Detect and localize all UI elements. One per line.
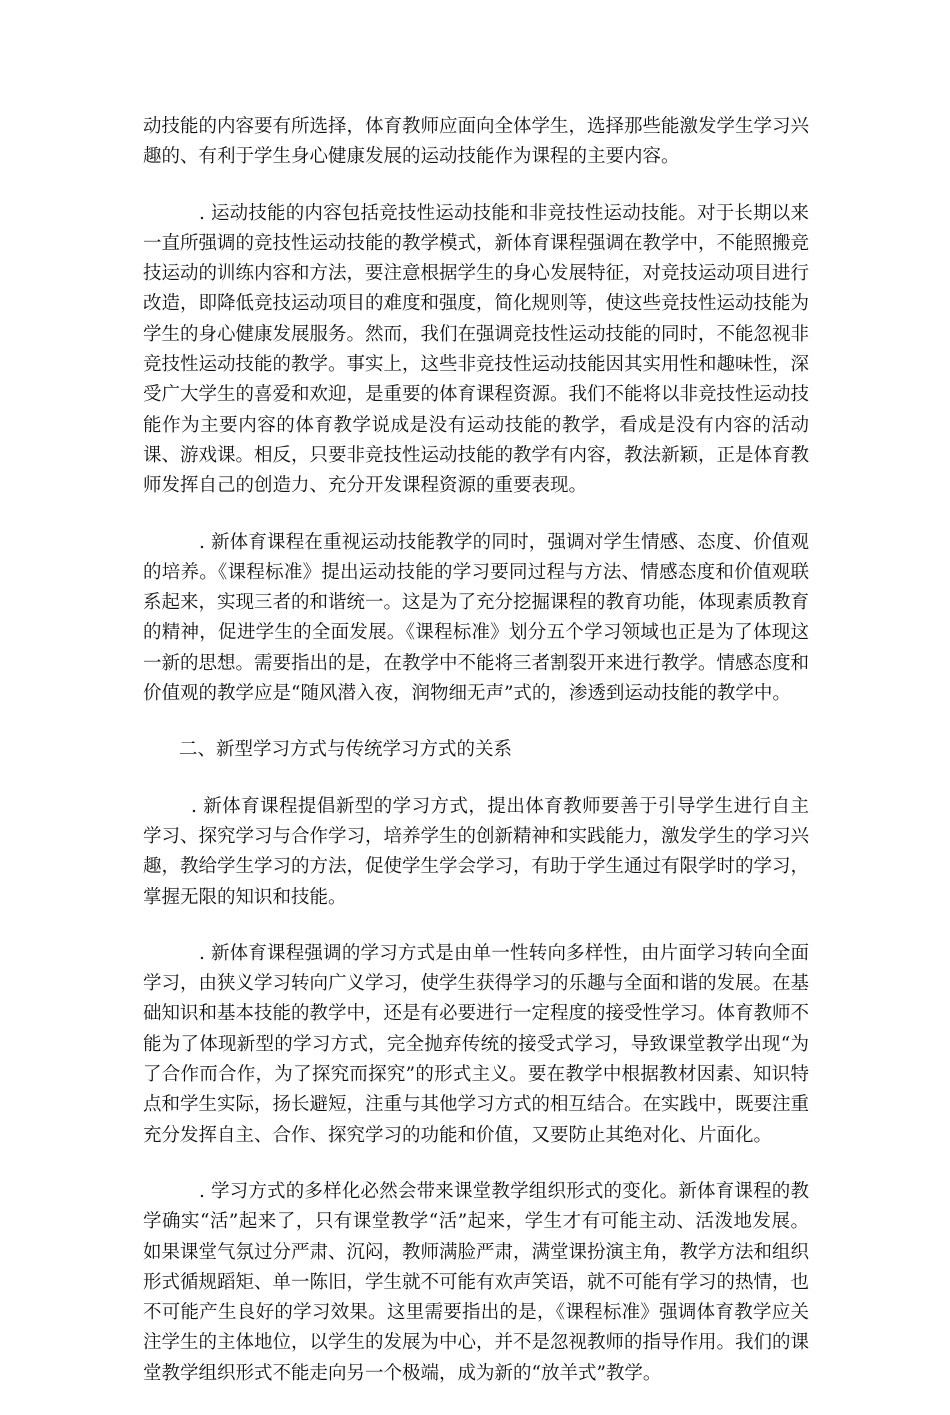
paragraph-class-organization: . 学习方式的多样化必然会带来课堂教学组织形式的变化。新体育课程的教学确实“活”起来了，只有课堂教学“活”起来，学生才有可能主动、活泼地发展。如果课堂气氛过分严肃、沉闷，教师满脸严肃，满堂课扮演主角，教学方法和组织形式循规蹈矩、单一陈旧，学生就不可能有欢声笑语，就不可能有学习的热情，也不可能产生良好的学习效果。这里需要指出的是，《课程标准》强调体育教学应关注学生的主体地位，以学生的发展为中心，并不是忽视教师的指导作用。我们的课堂教学组织形式不能走向另一个极端，成为新的“放羊式”教学。	[143, 1180, 810, 1384]
paragraph-competitive-skills: . 运动技能的内容包括竞技性运动技能和非竞技性运动技能。对于长期以来一直所强调的竞技性运动技能的教学模式，新体育课程强调在教学中，不能照搬竞技运动的训练内容和方法，要注意根据学生的身心发展特征，对竞技运动项目进行改造，即降低竞技运动项目的难度和强度，简化规则等，使这些竞技性运动技能为学生的身心健康发展服务。然而，我们在强调竞技性运动技能的同时，不能忽视非竞技性运动技能的教学。事实上，这些非竞技性运动技能因其实用性和趣味性，深受广大学生的喜爱和欢迎，是重要的体育课程资源。我们不能将以非竞技性运动技能作为主要内容的体育教学说成是没有运动技能的教学，看成是没有内容的活动课、游戏课。相反，只要非竞技性运动技能的教学有内容，教法新颖，正是体育教师发挥自己的创造力、充分开发课程资源的重要表现。	[143, 202, 810, 497]
paragraph-continuation: 动技能的内容要有所选择，体育教师应面向全体学生，选择那些能激发学生学习兴趣的、有利于学生身心健康发展的运动技能作为课程的主要内容。	[143, 116, 810, 168]
paragraph-new-learning-methods: . 新体育课程提倡新型的学习方式，提出体育教师要善于引导学生进行自主学习、探究学习与合作学习，培养学生的创新精神和实践能力，激发学生的学习兴趣，教给学生学习的方法，促使学生学会学习，有助于学生通过有限学时的学习，掌握无限的知识和技能。	[143, 795, 810, 908]
paragraph-emotion-attitude-values: . 新体育课程在重视运动技能教学的同时，强调对学生情感、态度、价值观的培养。《课程标准》提出运动技能的学习要同过程与方法、情感态度和价值观联系起来，实现三者的和谐统一。这是为了充分挖掘课程的教育功能，体现素质教育的精神，促进学生的全面发展。《课程标准》划分五个学习领域也正是为了体现这一新的思想。需要指出的是，在教学中不能将三者割裂开来进行教学。情感态度和价值观的教学应是“随风潜入夜，润物细无声”式的，渗透到运动技能的教学中。	[143, 531, 810, 705]
paragraph-diverse-learning: . 新体育课程强调的学习方式是由单一性转向多样性，由片面学习转向全面学习，由狭义学习转向广义学习，使学生获得学习的乐趣与全面和谐的发展。在基础知识和基本技能的教学中，还是有必要进行一定程度的接受性学习。体育教师不能为了体现新型的学习方式，完全抛弃传统的接受式学习，导致课堂教学出现“为了合作而合作，为了探究而探究”的形式主义。要在教学中根据教材因素、知识特点和学生实际，扬长避短，注重与其他学习方式的相互结合。在实践中，既要注重充分发挥自主、合作、探究学习的功能和价值，又要防止其绝对化、片面化。	[143, 942, 810, 1146]
document-body	[143, 112, 809, 1415]
section-heading-learning-methods: 二、新型学习方式与传统学习方式的关系	[179, 739, 513, 761]
